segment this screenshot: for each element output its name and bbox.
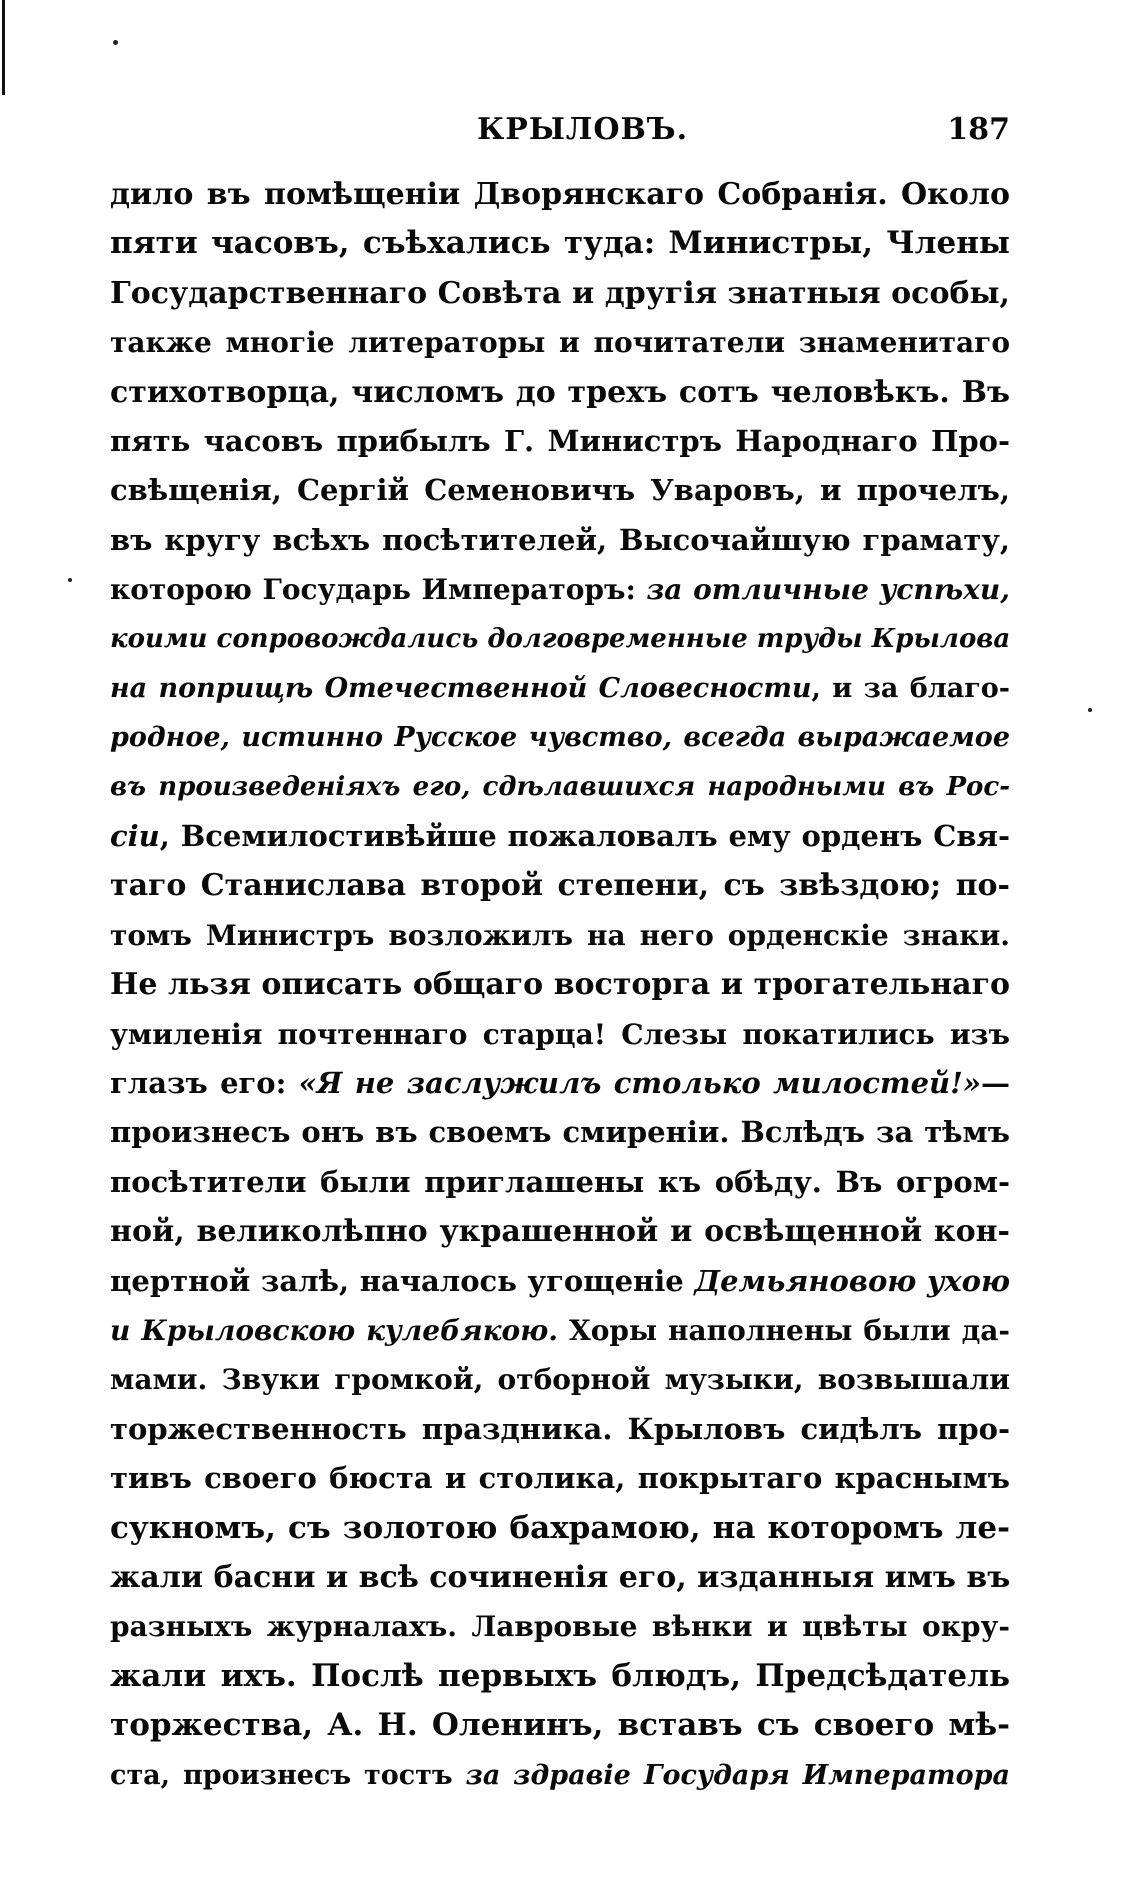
- text-line: ной, великолѣпно украшенной и освѣщенной кон-: [110, 1214, 1010, 1250]
- text-line: томъ Министръ возложилъ на него орденскіе знаки.: [110, 918, 1010, 952]
- text-line: Государственнаго Совѣта и другія знатныя особы,: [110, 275, 1010, 311]
- speck-mark: [113, 40, 118, 45]
- text-line: торжества, А. Н. Оленинъ, вставъ съ своего мѣ-: [110, 1707, 1010, 1744]
- text-line: Не льзя описать общаго восторга и трогательнаго: [110, 967, 1010, 1003]
- text-line: торжественность праздника. Крыловъ сидѣлъ про-: [110, 1411, 1010, 1446]
- text-line: произнесъ онъ въ своемъ смиреніи. Вслѣдъ за тѣмъ: [110, 1115, 1010, 1150]
- text-line: мами. Звуки громкой, отборной музыки, возвышали: [110, 1363, 1010, 1397]
- running-head: КРЫЛОВЪ.: [477, 112, 689, 147]
- text-line: пяти часовъ, съѣхались туда: Министры, Члены: [110, 225, 1010, 262]
- text-line: родное, истинно Русское чувство, всегда выражаемое: [110, 722, 1010, 754]
- text-line: сукномъ, съ золотою бахрамою, на которомъ ле-: [110, 1509, 1010, 1546]
- page-edge-rule: [2, 0, 5, 95]
- text-line: и Крыловскою кулебякою. Хоры наполнены были да-: [110, 1313, 1010, 1347]
- page-header: [110, 112, 1010, 152]
- text-line: дило въ помѣщеніи Дворянскаго Собранія. Около: [110, 177, 1010, 212]
- text-line: посѣтители были приглашены къ обѣду. Въ огром-: [110, 1164, 1010, 1199]
- text-line: свѣщенія, Сергій Семеновичъ Уваровъ, и прочелъ,: [110, 473, 1010, 508]
- text-line: тивъ своего бюста и столика, покрытаго краснымъ: [110, 1461, 1010, 1496]
- text-line: жали ихъ. Послѣ первыхъ блюдъ, Предсѣдатель: [110, 1657, 1010, 1694]
- text-line: глазъ его: «Я не заслужилъ столько милостей!»—: [110, 1066, 1010, 1101]
- page-number: 187: [947, 112, 1010, 147]
- text-line: сіи, Всемилостивѣйше пожаловалъ ему орденъ Свя-: [110, 819, 1010, 854]
- text-line: таго Станислава второй степени, съ звѣздою; по-: [110, 868, 1010, 904]
- text-line: коими сопровождались долговременные труды Крылова: [110, 623, 1010, 654]
- speck-mark: [1088, 708, 1092, 712]
- text-line: умиленія почтеннаго старца! Слезы покатились изъ: [110, 1017, 1010, 1051]
- text-line: разныхъ журналахъ. Лавровые вѣнки и цвѣты окру-: [110, 1610, 1010, 1644]
- speck-mark: [68, 578, 72, 582]
- text-line: которою Государь Императоръ: за отличные успѣхи,: [110, 573, 1010, 607]
- text-line: въ произведеніяхъ его, сдѣлавшихся народными въ Рос-: [110, 771, 1010, 802]
- text-line: на поприщѣ Отечественной Словесности, и за благо-: [110, 672, 1010, 704]
- text-line: также многіе литераторы и почитатели знаменитаго: [110, 326, 1010, 360]
- text-line: въ кругу всѣхъ посѣтителей, Высочайшую грамату,: [110, 522, 1010, 557]
- text-line: жали басни и всѣ сочиненія его, изданныя имъ въ: [110, 1559, 1010, 1595]
- text-line: цертной залѣ, началось угощеніе Демьяновою ухою: [110, 1263, 1010, 1298]
- text-line: стихотворца, числомъ до трехъ сотъ человѣкъ. Въ: [110, 374, 1010, 410]
- text-line: ста, произнесъ тостъ за здравіе Государя Императора: [110, 1759, 1010, 1791]
- body-text: [110, 170, 1010, 1800]
- text-line: пять часовъ прибылъ Г. Министръ Народнаго Про-: [110, 423, 1010, 458]
